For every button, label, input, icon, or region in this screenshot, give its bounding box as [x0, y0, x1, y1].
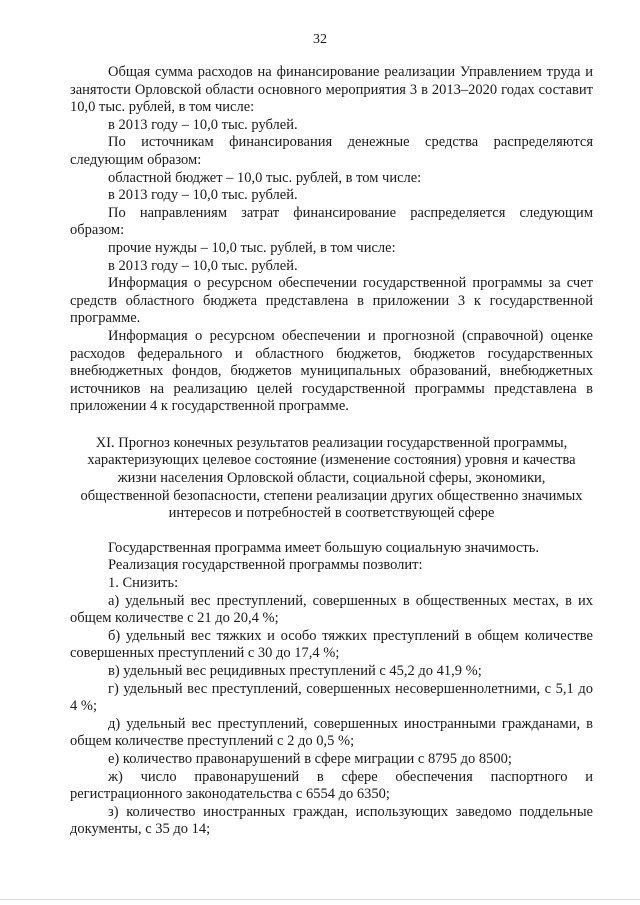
list-heading-reduce: 1. Снизить: [108, 575, 179, 592]
list-item-z: з) количество иностранных граждан, использующих заведомо поддельные документы, с 35 до 14; [70, 803, 593, 838]
list-item-b: б) удельный вес тяжких и особо тяжких преступлений в общем количестве совершенных преступлений с 30 до 17,4 %; [70, 627, 593, 662]
paragraph-regional-budget: областной бюджет – 10,0 тыс. рублей, в том числе: [108, 169, 422, 186]
paragraph-total-expenses: Общая сумма расходов на финансирование реализации Управлением труда и занятости Орловской области основного мероприятия 3 в 2013–2020 годах составит 10,0 тыс. рублей, в том числе: [70, 64, 593, 116]
paragraph-expense-directions: По направлениям затрат финансирование распределяется следующим образом: [70, 204, 593, 239]
paragraph-social-significance: Государственная программа имеет большую социальную значимость. [108, 539, 539, 556]
paragraph-program-allows: Реализация государственной программы позволит: [108, 557, 423, 574]
list-item-e: е) количество правонарушений в сфере миграции с 8795 до 8500; [108, 750, 512, 767]
paragraph-appendix-4: Информация о ресурсном обеспечении и прогнозной (справочной) оценке расходов федерального и областного бюджетов, бюджетов государственных внебюджетных фондов, бюджетов муниципальных образований, внебюджетных источников на реализацию целей государственной программы представлена в приложении 4 к государственной программе. [70, 327, 593, 415]
scan-edge-line [0, 899, 640, 900]
paragraph-year-2013-b: в 2013 году – 10,0 тыс. рублей. [108, 187, 298, 204]
paragraph-year-2013-c: в 2013 году – 10,0 тыс. рублей. [108, 257, 298, 274]
list-item-d: д) удельный вес преступлений, совершенных иностранными гражданами, в общем количестве преступлений с 2 до 0,5 %; [70, 715, 593, 750]
paragraph-other-needs: прочие нужды – 10,0 тыс. рублей, в том числе: [108, 239, 396, 256]
list-item-v: в) удельный вес рецидивных преступлений с 45,2 до 41,9 %; [108, 663, 482, 679]
page-number: 32 [313, 32, 327, 47]
section-heading: XI. Прогноз конечных результатов реализации государственной программы, характеризующих целевое состояние (изменение состояния) уровня и качества жизни населения Орловской области, социальной сферы, экономики, общественной безопасности, степени реализации других общественно значимых интересов и потребностей в соответствующей сфере [80, 434, 583, 522]
list-item-g: г) удельный вес преступлений, совершенных несовершеннолетними, с 5,1 до 4 %; [70, 680, 593, 715]
list-item-zh: ж) число правонарушений в сфере обеспечения паспортного и регистрационного законодательства с 6554 до 6350; [70, 768, 593, 803]
document-body [70, 64, 593, 839]
paragraph-funding-sources: По источникам финансирования денежные средства распределяются следующим образом: [70, 134, 593, 168]
paragraph-year-2013: в 2013 году – 10,0 тыс. рублей. [108, 116, 298, 133]
list-item-a: а) удельный вес преступлений, совершенных в общественных местах, в их общем количестве с 21 до 20,4 %; [70, 592, 593, 627]
paragraph-appendix-3: Информация о ресурсном обеспечении государственной программы за счет средств областного бюджета представлена в приложении 3 к государственной программе. [70, 275, 593, 327]
